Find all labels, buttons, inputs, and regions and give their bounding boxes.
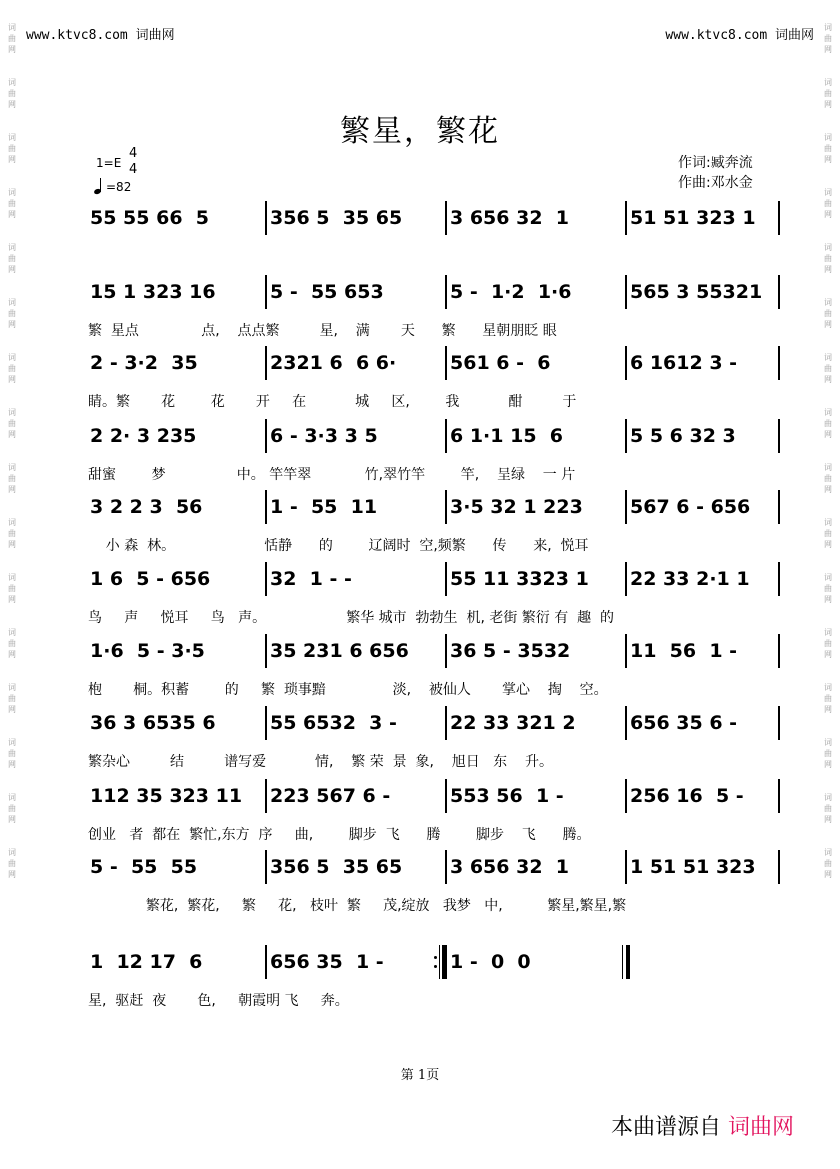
watermark-repeat: 词 曲 网: [824, 848, 832, 879]
measure-notes: 1·6 5 - 3·5: [90, 640, 205, 662]
barline: [625, 346, 627, 380]
barline: [778, 634, 780, 668]
barline: [778, 419, 780, 453]
watermark-repeat: 词 曲 网: [8, 793, 16, 824]
measure-notes: 356 5 35 65: [270, 856, 403, 878]
watermark-repeat: 词 曲 网: [824, 243, 832, 274]
barline: [778, 562, 780, 596]
score-system: [90, 779, 780, 813]
left-watermark-strip: [2, 0, 22, 1169]
repeat-dot: [434, 956, 437, 959]
measure-notes: 567 6 - 656: [630, 496, 751, 518]
barline: [625, 634, 627, 668]
measure-notes: 36 5 - 3532: [450, 640, 571, 662]
header-url-left[interactable]: www.ktvc8.com 词曲网: [26, 28, 175, 43]
lyricist: 作词:臧奔流: [678, 155, 753, 171]
time-signature: [129, 146, 137, 178]
lyric-line: 星, 驱赶 夜 色, 朝霞明 飞 奔。: [88, 993, 349, 1009]
source-prefix: 本曲谱源自: [610, 1115, 721, 1140]
watermark-repeat: 词 曲 网: [824, 23, 832, 54]
measure-notes: 6 1·1 15 6: [450, 425, 563, 447]
measure-notes: 656 35 1 -: [270, 951, 384, 973]
barline: [445, 419, 447, 453]
measure-notes: 223 567 6 -: [270, 785, 391, 807]
page-number: 第 1页: [400, 1068, 440, 1083]
repeat-dot: [434, 965, 437, 968]
measure-notes: 5 5 6 32 3: [630, 425, 736, 447]
measure-notes: 35 231 6 656: [270, 640, 409, 662]
credits: [678, 153, 753, 193]
measure-notes: 561 6 - 6: [450, 352, 551, 374]
measure-notes: 2 2· 3 235: [90, 425, 197, 447]
lyric-line: 甜蜜 梦 中。 竿竿翠 竹,翠竹竿 竿, 呈绿 一 片: [88, 467, 576, 483]
barline: [445, 490, 447, 524]
measure-notes: 11 56 1 -: [630, 640, 738, 662]
time-numerator: 4: [129, 146, 138, 161]
score-system: [90, 634, 780, 668]
measure-notes: 1 6 5 - 656: [90, 568, 211, 590]
watermark-repeat: 词 曲 网: [8, 463, 16, 494]
tempo-value: =82: [106, 180, 132, 194]
repeat-line-thin: [439, 945, 440, 979]
barline: [625, 275, 627, 309]
barline: [625, 419, 627, 453]
barline: [445, 779, 447, 813]
watermark-repeat: 词 曲 网: [824, 188, 832, 219]
barline: [778, 275, 780, 309]
barline: [265, 562, 267, 596]
barline: [265, 346, 267, 380]
measure-notes: 55 6532 3 -: [270, 712, 397, 734]
score-system: [90, 201, 780, 235]
measure-notes: 15 1 323 16: [90, 281, 216, 303]
watermark-repeat: 词 曲 网: [8, 78, 16, 109]
measure-notes: 55 55 66 5: [90, 207, 210, 229]
measure-notes: 5 - 1·2 1·6: [450, 281, 572, 303]
watermark-repeat: 词 曲 网: [8, 628, 16, 659]
song-title: 繁星，繁花: [340, 114, 500, 149]
lyric-line: 枹 桐。积蓄 的 繁 琐事黯 淡, 被仙人 掌心 掏 空。: [88, 682, 608, 698]
score-system: [90, 706, 780, 740]
watermark-repeat: 词 曲 网: [8, 518, 16, 549]
measure-notes: 2 - 3·2 35: [90, 352, 198, 374]
watermark-repeat: 词 曲 网: [824, 133, 832, 164]
barline: [625, 490, 627, 524]
measure-notes: 3 656 32 1: [450, 207, 570, 229]
barline: [265, 945, 267, 979]
measure-notes: 1 - 0 0: [450, 951, 531, 973]
measure-notes: 1 - 55 11: [270, 496, 378, 518]
barline: [778, 346, 780, 380]
barline: [445, 634, 447, 668]
watermark-repeat: 词 曲 网: [8, 23, 16, 54]
lyric-line: 鸟 声 悦耳 鸟 声。 繁华 城市 勃勃生 机, 老街 繁衍 有 趣 的: [88, 610, 615, 626]
measure-notes: 6 - 3·3 3 5: [270, 425, 378, 447]
watermark-repeat: 词 曲 网: [824, 573, 832, 604]
barline: [265, 201, 267, 235]
barline: [778, 850, 780, 884]
measure-notes: 6 1612 3 -: [630, 352, 738, 374]
measure-notes: 3 656 32 1: [450, 856, 570, 878]
lyric-line: 繁 星点 点, 点点繁 星, 满 天 繁 星朝朋眨 眼: [88, 323, 557, 339]
watermark-repeat: 词 曲 网: [8, 848, 16, 879]
watermark-repeat: 词 曲 网: [8, 573, 16, 604]
barline: [445, 706, 447, 740]
measure-notes: 1 51 51 323: [630, 856, 756, 878]
watermark-repeat: 词 曲 网: [824, 78, 832, 109]
composer: 作曲:邓水金: [678, 175, 753, 191]
watermark-repeat: 词 曲 网: [824, 518, 832, 549]
watermark-repeat: 词 曲 网: [8, 298, 16, 329]
barline: [445, 562, 447, 596]
watermark-repeat: 词 曲 网: [8, 353, 16, 384]
barline: [265, 634, 267, 668]
measure-notes: 5 - 55 653: [270, 281, 384, 303]
barline: [265, 850, 267, 884]
score-system: [90, 850, 780, 884]
measure-notes: 5 - 55 55: [90, 856, 198, 878]
measure-notes: 2321 6 6 6·: [270, 352, 397, 374]
watermark-repeat: 词 曲 网: [824, 353, 832, 384]
watermark-repeat: 词 曲 网: [824, 628, 832, 659]
final-barline-thick: [626, 945, 630, 979]
measure-notes: 36 3 6535 6: [90, 712, 216, 734]
barline: [625, 706, 627, 740]
header-url-right[interactable]: www.ktvc8.com 词曲网: [665, 28, 814, 43]
watermark-repeat: 词 曲 网: [8, 738, 16, 769]
barline: [265, 779, 267, 813]
score-system: [90, 346, 780, 380]
repeat-line-thick: [442, 945, 445, 979]
lyric-line: 繁花, 繁花, 繁 花, 枝叶 繁 茂,绽放 我梦 中, 繁星,繁星,繁: [88, 898, 627, 914]
watermark-repeat: 词 曲 网: [8, 188, 16, 219]
barline: [778, 490, 780, 524]
barline: [265, 419, 267, 453]
source-brand[interactable]: 词曲网: [727, 1115, 794, 1140]
lyric-line: 繁杂心 结 谱写爱 情, 繁 荣 景 象, 旭日 东 升。: [88, 754, 553, 770]
barline: [778, 706, 780, 740]
measure-notes: 51 51 323 1: [630, 207, 756, 229]
score-system: [90, 562, 780, 596]
measure-notes: 32 1 - -: [270, 568, 352, 590]
barline: [265, 275, 267, 309]
lyric-line: 小 森 林。 恬静 的 辽阔时 空,频繁 传 来, 悦耳: [88, 538, 589, 554]
watermark-repeat: 词 曲 网: [8, 133, 16, 164]
barline: [625, 562, 627, 596]
barline: [778, 201, 780, 235]
tempo-marking: [94, 178, 131, 194]
measure-notes: 22 33 321 2: [450, 712, 576, 734]
measure-notes: 553 56 1 -: [450, 785, 564, 807]
score-system: [90, 945, 780, 979]
score-system: [90, 275, 780, 309]
barline: [445, 346, 447, 380]
barline: [625, 201, 627, 235]
source-credit: [611, 1110, 794, 1141]
watermark-repeat: 词 曲 网: [8, 243, 16, 274]
barline: [445, 275, 447, 309]
measure-notes: 256 16 5 -: [630, 785, 744, 807]
measure-notes: 22 33 2·1 1: [630, 568, 750, 590]
quarter-note-icon: [94, 178, 104, 194]
watermark-repeat: 词 曲 网: [824, 463, 832, 494]
barline: [265, 490, 267, 524]
lyric-line: 创业 者 都在 繁忙,东方 序 曲, 脚步 飞 腾 脚步 飞 腾。: [88, 827, 591, 843]
watermark-repeat: 词 曲 网: [824, 408, 832, 439]
barline: [445, 945, 447, 979]
barline: [445, 201, 447, 235]
watermark-repeat: 词 曲 网: [824, 683, 832, 714]
barline: [445, 850, 447, 884]
measure-notes: 656 35 6 -: [630, 712, 738, 734]
score-system: [90, 419, 780, 453]
barline: [625, 779, 627, 813]
key-signature: 1=E: [96, 156, 122, 170]
measure-notes: 356 5 35 65: [270, 207, 403, 229]
watermark-repeat: 词 曲 网: [824, 738, 832, 769]
measure-notes: 3 2 2 3 56: [90, 496, 203, 518]
barline: [265, 706, 267, 740]
measure-notes: 3·5 32 1 223: [450, 496, 583, 518]
score-system: [90, 490, 780, 524]
lyric-line: 睛。繁 花 花 开 在 城 区, 我 酣 于: [88, 394, 577, 410]
barline: [625, 850, 627, 884]
watermark-repeat: 词 曲 网: [824, 298, 832, 329]
watermark-repeat: 词 曲 网: [8, 408, 16, 439]
time-denominator: 4: [129, 162, 138, 177]
barline: [778, 779, 780, 813]
measure-notes: 565 3 55321: [630, 281, 763, 303]
measure-notes: 112 35 323 11: [90, 785, 243, 807]
final-barline-thin: [622, 945, 623, 979]
watermark-repeat: 词 曲 网: [8, 683, 16, 714]
watermark-repeat: 词 曲 网: [824, 793, 832, 824]
right-watermark-strip: [818, 0, 838, 1169]
measure-notes: 55 11 3323 1: [450, 568, 589, 590]
measure-notes: 1 12 17 6: [90, 951, 203, 973]
